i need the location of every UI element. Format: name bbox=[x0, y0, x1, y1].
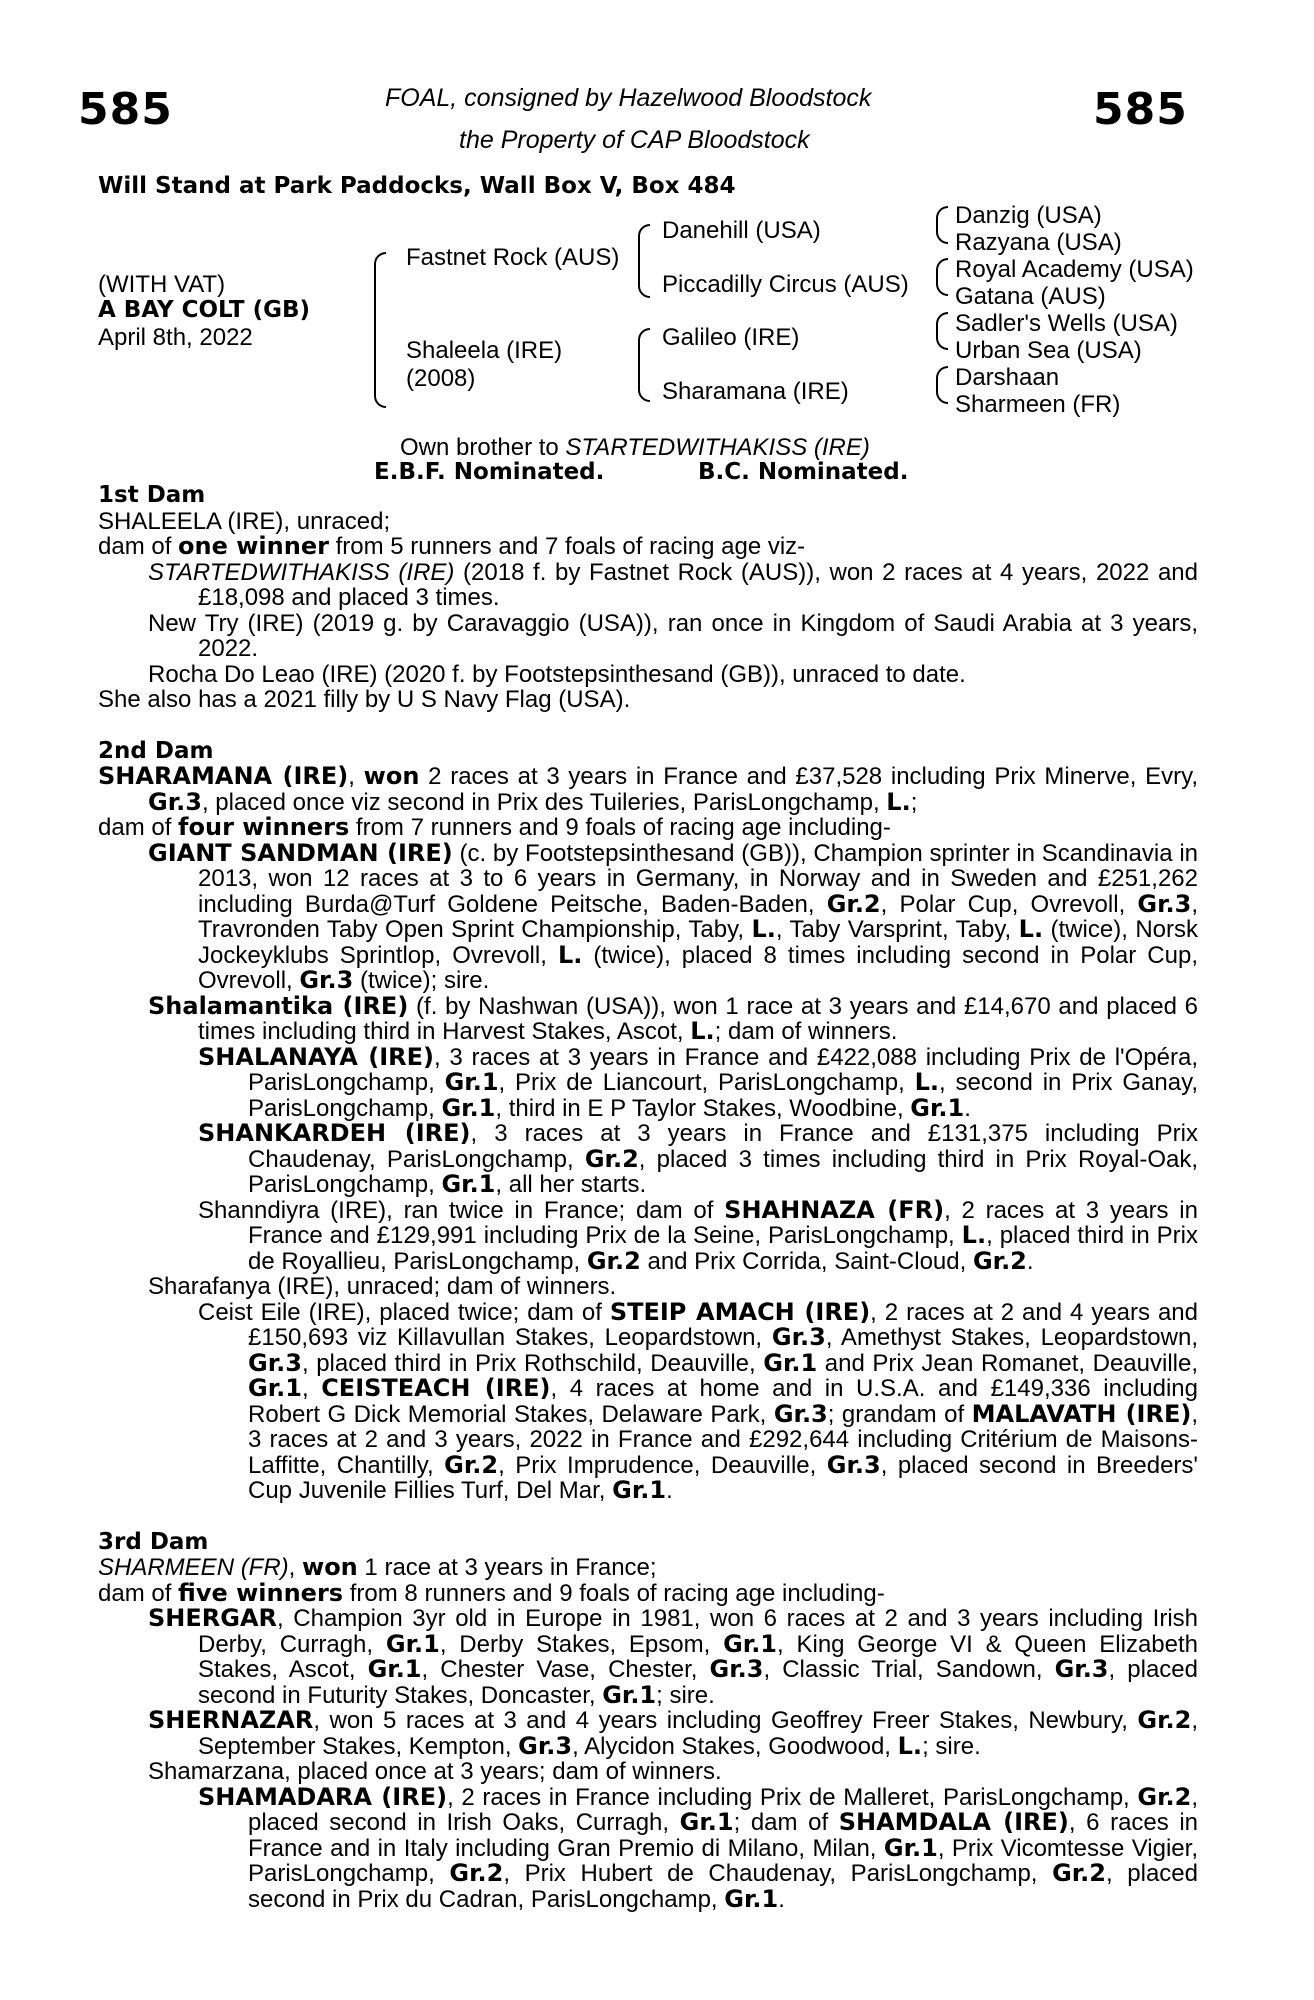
pedigree-dam-sire: Galileo (IRE) bbox=[662, 324, 800, 351]
produce-giant-sandman: GIANT SANDMAN (IRE) (c. by Footstepsinthesand (GB)), Champion sprinter in Scandinavia in 2013, won 12 races at 3 to 6 years in Germany, in Norway and in Sweden and £251,262 including Burda@Turf Goldene Peitsche, Baden-Baden, Gr.2, Polar Cup, Ovrevoll, Gr.3, Travronden Taby Open Sprint Championship, Taby, L., Taby Varsprint, Taby, L. (twice), Norsk Jockeyklubs Sprintlop, Ovrevoll, L. (twice), placed 8 times including second in Polar Cup, Ovrevoll, Gr.3 (twice); sire. bbox=[148, 838, 1199, 994]
pedigree-dsd: Urban Sea (USA) bbox=[955, 337, 1142, 364]
vat-label: (WITH VAT) bbox=[98, 271, 226, 298]
produce-shanndiyra: Shanndiyra (IRE), ran twice in France; dam of SHAHNAZA (FR), 2 races at 3 years in France and £129,991 including Prix de la Seine, ParisLongchamp, L., placed third in Prix de Royallieu, ParisLongchamp, Gr.2 and Prix Corrida, Saint-Cloud, Gr.2. bbox=[198, 1195, 1198, 1275]
pedigree-sss: Danzig (USA) bbox=[955, 202, 1102, 229]
pedigree-sire-dam: Piccadilly Circus (AUS) bbox=[662, 271, 909, 298]
pedigree-brace-dd bbox=[936, 366, 948, 404]
pedigree-brace-dam bbox=[638, 328, 650, 402]
own-brother-prefix: Own brother to bbox=[400, 434, 566, 461]
produce-ceist-eile: Ceist Eile (IRE), placed twice; dam of STEIP AMACH (IRE), 2 races at 2 and 4 years and £150,693 viz Killavullan Stakes, Leopardstown, Gr.3, Amethyst Stakes, Leopardstown, Gr.3, placed third in Prix Rothschild, Deauville, Gr.1 and Prix Jean Romanet, Deauville, Gr.1, CEISTEACH (IRE), 4 races at home and in U.S.A. and £149,336 including Robert G Dick Memorial Stakes, Delaware Park, Gr.3; grandam of MALAVATH (IRE), 3 races at 2 and 3 years, 2022 in France and £292,644 including Critérium de Maisons-Laffitte, Chantilly, Gr.2, Prix Imprudence, Deauville, Gr.3, placed second in Breeders' Cup Juvenile Fillies Turf, Del Mar, Gr.1. bbox=[198, 1297, 1199, 1504]
produce-new-try: New Try (IRE) (2019 g. by Caravaggio (USA)), ran once in Kingdom of Saudi Arabia at 3 years, 2022. bbox=[148, 609, 1198, 662]
pedigree-brace-1 bbox=[374, 252, 386, 408]
stand-location: Will Stand at Park Paddocks, Wall Box V, Box 484 bbox=[98, 173, 736, 199]
ebf-nominated: E.B.F. Nominated. bbox=[374, 459, 605, 485]
first-dam-produce: dam of one winner from 5 runners and 7 foals of racing age viz- bbox=[98, 532, 806, 560]
first-dam-name: SHALEELA (IRE), unraced; bbox=[98, 507, 391, 535]
produce-shergar: SHERGAR, Champion 3yr old in Europe in 1981, won 6 races at 2 and 3 years including Irish Derby, Curragh, Gr.1, Derby Stakes, Epsom, Gr.1, King George VI & Queen Elizabeth Stakes, Ascot, Gr.1, Chester Vase, Chester, Gr.3, Classic Trial, Sandown, Gr.3, placed second in Futurity Stakes, Doncaster, Gr.1; sire. bbox=[148, 1604, 1198, 1709]
produce-sharafanya: Sharafanya (IRE), unraced; dam of winners. bbox=[148, 1273, 617, 1300]
property-line: the Property of CAP Bloodstock bbox=[459, 126, 810, 154]
produce-shankardeh: SHANKARDEH (IRE), 3 races at 3 years in France and £131,375 including Prix Chaudenay, ParisLongchamp, Gr.2, placed 3 times including third in Prix Royal-Oak, ParisLongchamp, Gr.1, all her starts. bbox=[198, 1119, 1198, 1198]
pedigree-dss: Sadler's Wells (USA) bbox=[955, 310, 1178, 337]
horse-dob: April 8th, 2022 bbox=[98, 324, 253, 351]
produce-shamadara: SHAMADARA (IRE), 2 races in France including Prix de Malleret, ParisLongchamp, Gr.2, placed second in Irish Oaks, Curragh, Gr.1; dam of SHAMDALA (IRE), 6 races in France and in Italy including Gran Premio di Milano, Milan, Gr.1, Prix Vicomtesse Vigier, ParisLongchamp, Gr.2, Prix Hubert de Chaudenay, ParisLongchamp, Gr.2, placed second in Prix du Cadran, ParisLongchamp, Gr.1. bbox=[198, 1782, 1199, 1913]
pedigree-dam-year: (2008) bbox=[406, 365, 476, 392]
lot-number-left: 585 bbox=[78, 84, 173, 135]
pedigree-sds: Royal Academy (USA) bbox=[955, 256, 1194, 283]
pedigree-brace-ss bbox=[936, 206, 948, 244]
produce-startedwithakiss: STARTEDWITHAKISS (IRE) (2018 f. by Fastnet Rock (AUS)), won 2 races at 4 years, 2022 and £18,098 and placed 3 times. bbox=[148, 558, 1199, 611]
pedigree-brace-sd bbox=[936, 258, 948, 296]
pedigree-sdd: Gatana (AUS) bbox=[955, 283, 1106, 310]
own-brother-note bbox=[400, 434, 870, 462]
produce-shalanaya: SHALANAYA (IRE), 3 races at 3 years in France and £422,088 including Prix de l'Opéra, ParisLongchamp, Gr.1, Prix de Liancourt, ParisLongchamp, L., second in Prix Ganay, ParisLongchamp, Gr.1, third in E P Taylor Stakes, Woodbine, Gr.1. bbox=[198, 1042, 1198, 1122]
pedigree-dam: Shaleela (IRE) bbox=[406, 337, 563, 364]
produce-shalamantika: Shalamantika (IRE) (f. by Nashwan (USA)), won 1 race at 3 years and £14,670 and placed 6 times including third in Harvest Stakes, Ascot, L.; dam of winners. bbox=[148, 991, 1198, 1045]
pedigree-sire-sire: Danehill (USA) bbox=[662, 217, 821, 244]
pedigree-ddd: Sharmeen (FR) bbox=[955, 391, 1121, 418]
second-dam-produce: dam of four winners from 7 runners and 9 foals of racing age including- bbox=[98, 813, 891, 841]
third-dam-produce: dam of five winners from 8 runners and 9 foals of racing age including- bbox=[98, 1578, 885, 1607]
pedigree-sire: Fastnet Rock (AUS) bbox=[406, 244, 620, 271]
lot-number-right: 585 bbox=[1093, 84, 1188, 135]
pedigree-brace-ds bbox=[936, 312, 948, 350]
section-first-dam: 1st Dam bbox=[98, 482, 206, 508]
own-brother-name: STARTEDWITHAKISS (IRE) bbox=[565, 434, 870, 461]
second-dam-record: SHARAMANA (IRE), won 2 races at 3 years in France and £37,528 including Prix Minerve, Evry, Gr.3, placed once viz second in Prix des Tuileries, ParisLongchamp, L.; bbox=[98, 762, 1199, 816]
bc-nominated: B.C. Nominated. bbox=[698, 459, 909, 485]
produce-rocha-do-leao: Rocha Do Leao (IRE) (2020 f. by Footstepsinthesand (GB)), unraced to date. bbox=[148, 660, 966, 688]
catalogue-body bbox=[98, 483, 1198, 1912]
third-dam-record: SHARMEEN (FR), won 1 race at 3 years in France; bbox=[98, 1553, 657, 1581]
section-second-dam: 2nd Dam bbox=[98, 737, 214, 764]
pedigree-brace-sire bbox=[638, 224, 650, 298]
section-third-dam: 3rd Dam bbox=[98, 1528, 209, 1555]
produce-shernazar: SHERNAZAR, won 5 races at 3 and 4 years including Geoffrey Freer Stakes, Newbury, Gr.2, September Stakes, Kempton, Gr.3, Alycidon Stakes, Goodwood, L.; sire. bbox=[148, 1706, 1198, 1760]
consignor-line: FOAL, consigned by Hazelwood Bloodstock bbox=[385, 84, 872, 112]
pedigree-dam-dam: Sharamana (IRE) bbox=[662, 378, 849, 405]
produce-2021-filly: She also has a 2021 filly by U S Navy Flag (USA). bbox=[98, 686, 631, 713]
pedigree-dds: Darshaan bbox=[955, 364, 1060, 391]
horse-name: A BAY COLT (GB) bbox=[98, 297, 311, 323]
pedigree-ssd: Razyana (USA) bbox=[955, 229, 1122, 256]
produce-shamarzana: Shamarzana, placed once at 3 years; dam of winners. bbox=[148, 1758, 722, 1785]
